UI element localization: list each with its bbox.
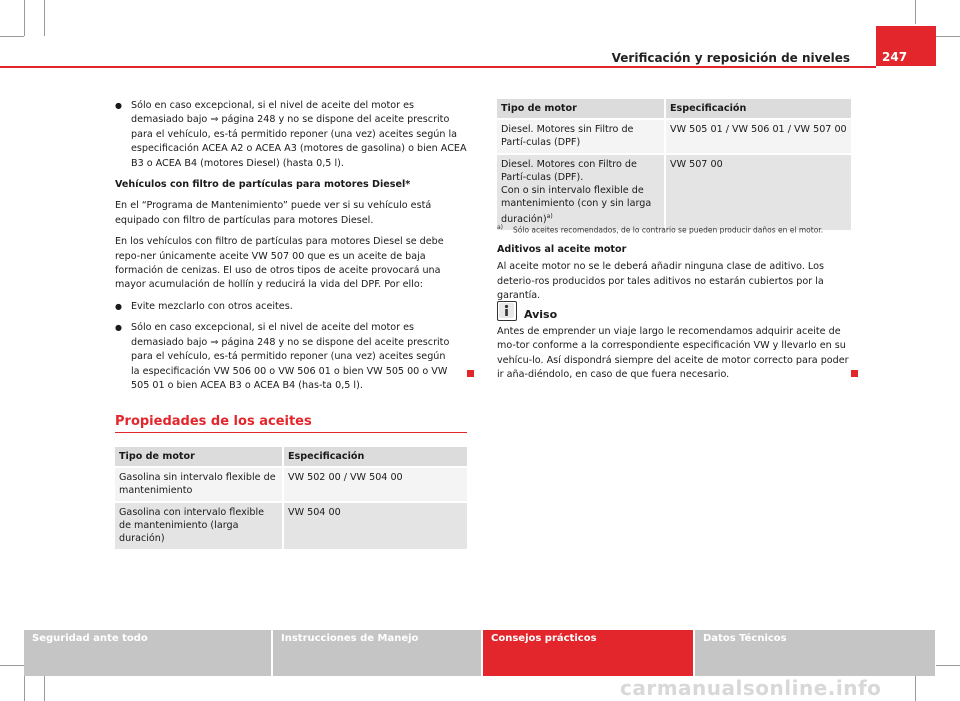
info-icon-glyph	[498, 302, 515, 319]
diesel-paragraph-2: En los vehículos con filtro de partículas para motores Diesel se debe repo-ner únicamente aceite VW 507 00 que es un aceite de baja formación de cenizas. El uso de otros tipos de aceite provocará una mayor acumulación de hollín y reducirá la vida del DPF. Por ello:	[115, 236, 444, 291]
crop-mark	[915, 676, 916, 701]
aviso-title: Aviso	[524, 308, 558, 321]
table-cell-motor	[497, 154, 665, 230]
table-cell-spec: VW 502 00 / VW 504 00	[283, 467, 467, 502]
crop-mark	[936, 665, 960, 666]
table-row	[115, 502, 467, 549]
table-cell-spec: VW 504 00	[283, 502, 467, 549]
table-cell-spec: VW 505 01 / VW 506 01 / VW 507 00	[665, 119, 851, 154]
left-spec-table	[115, 447, 467, 549]
section-title: Propiedades de los aceites	[115, 414, 312, 429]
crop-mark	[0, 36, 24, 37]
crop-mark	[24, 676, 25, 701]
footer-tab-seguridad[interactable]: Seguridad ante todo	[24, 630, 271, 676]
bullet-item: ● Evite mezclarlo con otros aceites.	[115, 300, 467, 314]
crop-mark	[0, 665, 24, 666]
bullet-item: ● Sólo en caso excepcional, si el nivel de aceite del motor es demasiado bajo ⇒ página 248 y no se dispone del aceite prescrito para el vehículo, es-tá permitido reponer (una vez) aceites según la especificación ACEA A2 o ACEA A3 (motores de gasolina) o bien ACEA B3 o ACEA B4 (motores Diesel) (hasta 0,5 l).	[115, 99, 467, 171]
page-number: 247	[882, 50, 908, 64]
crop-mark	[44, 676, 45, 701]
crop-mark	[24, 0, 25, 36]
table-row	[497, 154, 851, 230]
page-header-title: Verificación y reposición de niveles	[611, 51, 850, 65]
info-icon	[497, 301, 517, 321]
column-header-spec: Especificación	[283, 447, 467, 467]
page-number-box	[876, 26, 936, 66]
bullet-item: ● Sólo en caso excepcional, si el nivel de aceite del motor es demasiado bajo ⇒ página 248 y no se dispone del aceite prescrito para el vehículo, es-tá permitido reponer (una vez) aceites según la especificación VW 506 00 o VW 506 01 o bien VW 505 00 o VW 505 01 o bien ACEA B3 o ACEA B4 (has-ta 0,5 l).	[115, 321, 467, 393]
aditivos-heading: Aditivos al aceite motor	[497, 244, 627, 255]
table-row	[115, 467, 467, 502]
footnote-mark: a)	[497, 224, 504, 231]
section-rule	[115, 432, 467, 433]
header-rule	[0, 66, 876, 68]
table-footnote	[497, 224, 823, 235]
aviso-box	[497, 325, 851, 390]
right-column	[497, 243, 851, 311]
aviso-paragraph: Antes de emprender un viaje largo le recomendamos adquirir aceite de mo-tor conforme a la correspondiente especificación VW y llevarlo en su vehícu-lo. Así dispondrá siempre del aceite de motor correcto para poder ir aña-diéndolo, en caso de que fuera necesario.	[497, 326, 849, 381]
crop-mark	[915, 0, 916, 24]
diesel-heading: Vehículos con filtro de partículas para motores Diesel*	[115, 179, 411, 191]
table-cell-motor: Gasolina con intervalo flexible de mantenimiento (larga duración)	[115, 502, 283, 549]
right-spec-table	[497, 99, 851, 230]
footnote-ref: a)	[546, 213, 553, 220]
table-cell-line: Diesel. Motores con Filtro de Partí-culas (DPF).	[501, 159, 637, 183]
footer-tab-consejos[interactable]: Consejos prácticos	[483, 630, 693, 676]
footer-tab-instrucciones[interactable]: Instrucciones de Manejo	[273, 630, 481, 676]
diesel-paragraph-1: En el “Programa de Mantenimiento” puede ver si su vehículo está equipado con filtro de partículas para motores Diesel.	[115, 200, 432, 226]
footer-tab-datos[interactable]: Datos Técnicos	[695, 630, 935, 676]
column-header-motor: Tipo de motor	[497, 99, 665, 119]
table-cell-spec: VW 507 00	[665, 154, 851, 230]
crop-mark	[936, 36, 960, 37]
aditivos-paragraph: Al aceite motor no se le deberá añadir ninguna clase de aditivo. Los deterio-ros producidos por tales aditivos no estarán cubiertos por la garantía.	[497, 261, 824, 302]
table-header-row	[115, 447, 467, 467]
table-header-row	[497, 99, 851, 119]
column-header-spec: Especificación	[665, 99, 851, 119]
section-end-mark	[467, 370, 474, 377]
table-cell-line: Con o sin intervalo flexible de mantenimiento (con y sin larga duración)	[501, 185, 652, 226]
left-column	[115, 99, 467, 400]
table-row	[497, 119, 851, 154]
table-cell-motor: Diesel. Motores sin Filtro de Partí-culas (DPF)	[497, 119, 665, 154]
section-end-mark	[851, 370, 858, 377]
table-cell-motor: Gasolina sin intervalo flexible de mantenimiento	[115, 467, 283, 502]
watermark: carmanualsonline.info	[620, 676, 882, 700]
crop-mark	[44, 0, 45, 36]
footnote-text: Sólo aceites recomendados, de lo contrario se pueden producir daños en el motor.	[513, 225, 824, 235]
column-header-motor: Tipo de motor	[115, 447, 283, 467]
